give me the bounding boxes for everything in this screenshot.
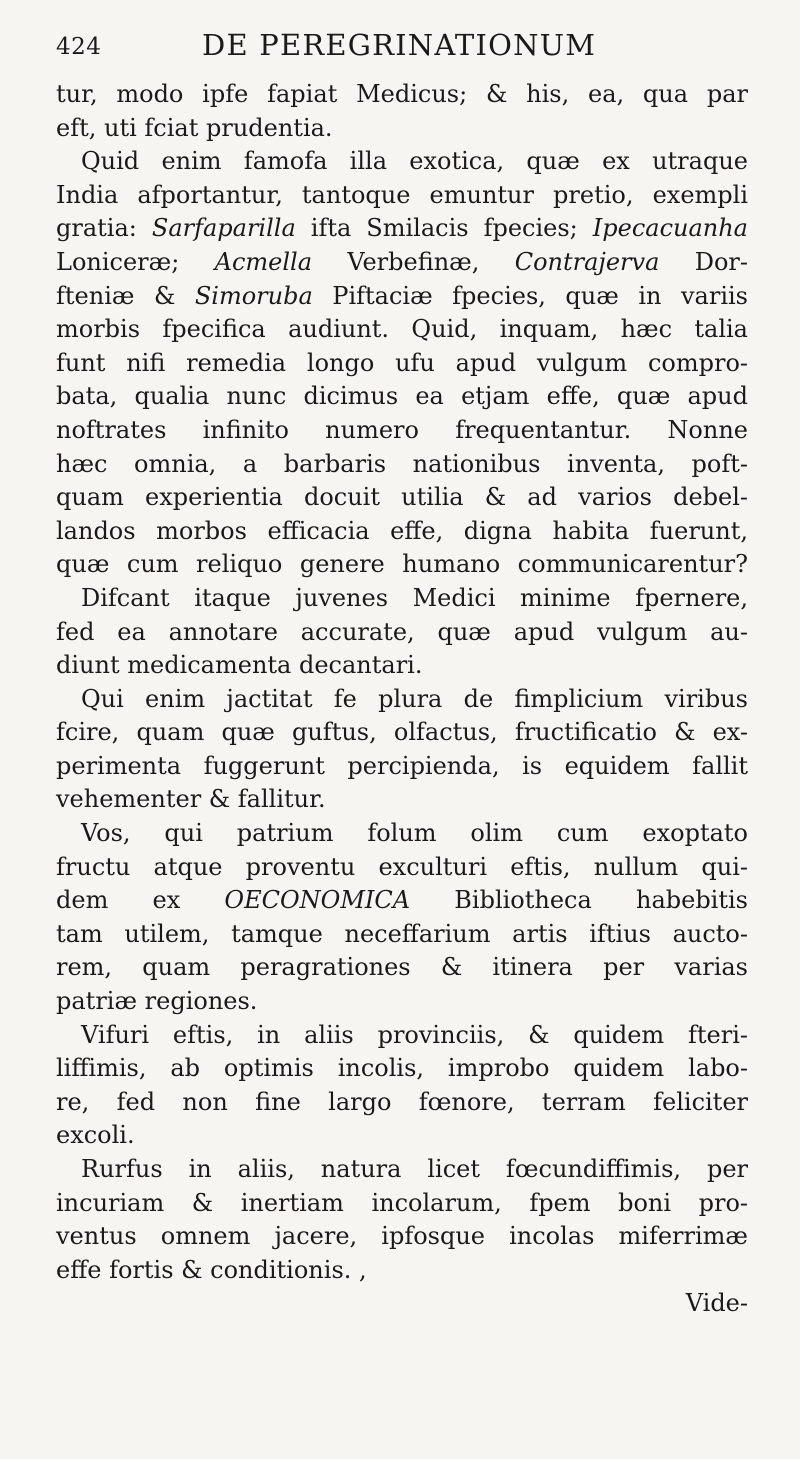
text-line: tam utilem, tamque neceffarium artis iftius aucto- bbox=[56, 919, 748, 948]
text-line bbox=[56, 280, 748, 314]
running-head: DE PEREGRINATIONUM bbox=[202, 28, 597, 62]
text-line: vehementer & fallitur. bbox=[56, 785, 326, 814]
text-line: landos morbos efficacia effe, digna habita fuerunt, bbox=[56, 516, 748, 545]
text-run: Loniceræ; bbox=[56, 247, 215, 276]
text-line: India afportantur, tantoque emuntur pretio, exempli bbox=[56, 180, 748, 209]
text-line: morbis fpecifica audiunt. Quid, inquam, hæc talia bbox=[56, 315, 748, 344]
text-line bbox=[56, 246, 748, 280]
text-line: fcire, quam quæ guftus, olfactus, fructificatio & ex- bbox=[56, 718, 748, 747]
paragraph-start-line: Qui enim jactitat fe plura de fimplicium viribus bbox=[81, 684, 748, 713]
paragraph-start-line: Rurfus in aliis, natura licet fœcundiffimis, per bbox=[81, 1155, 748, 1183]
text-line: funt nifi remedia longo ufu apud vulgum compro- bbox=[56, 348, 748, 377]
text-line: incuriam & inertiam incolarum, fpem boni pro- bbox=[56, 1188, 748, 1217]
text-line: patriæ regiones. bbox=[56, 987, 258, 1016]
text-line: quam experientia docuit utilia & ad varios debel- bbox=[56, 483, 748, 512]
text-run: Verbefinæ, bbox=[312, 247, 515, 276]
text-line: diunt medicamenta decantari. bbox=[56, 651, 423, 680]
paragraph-start-line: Difcant itaque juvenes Medici minime fpernere, bbox=[81, 583, 748, 612]
paragraph-start-line: Vos, qui patrium folum olim cum exoptato bbox=[81, 819, 748, 848]
text-line: fructu atque proventu exculturi eftis, nullum qui- bbox=[56, 852, 748, 881]
text-line bbox=[56, 884, 748, 918]
text-line: tur, modo ipfe fapiat Medicus; & his, ea, qua par bbox=[56, 80, 748, 108]
italic-plant-name: Acmella bbox=[214, 247, 313, 276]
text-line: liffimis, ab optimis incolis, improbo quidem labo- bbox=[56, 1054, 748, 1083]
text-run: Piftaciæ fpecies, quæ in variis bbox=[312, 281, 748, 310]
page-header bbox=[56, 28, 746, 68]
text-line: rem, quam peragrationes & itinera per varias bbox=[56, 953, 748, 982]
italic-title: OECONOMICA bbox=[224, 886, 411, 915]
text-line: noftrates infinito numero frequentantur. Nonne bbox=[56, 415, 748, 444]
text-run: Dor- bbox=[659, 247, 748, 276]
text-run: dem ex bbox=[56, 886, 225, 915]
italic-plant-name: Contrajerva bbox=[514, 247, 660, 276]
text-line: excoli. bbox=[56, 1121, 135, 1150]
text-line: effe fortis & conditionis. , bbox=[56, 1255, 367, 1284]
catchword: Vide- bbox=[685, 1289, 748, 1318]
italic-plant-name: Ipecacuanha bbox=[592, 214, 748, 243]
italic-plant-name: Simoruba bbox=[194, 281, 313, 310]
paragraph-start-line: Vifuri eftis, in aliis provinciis, & quidem fteri- bbox=[81, 1020, 748, 1049]
text-line: fed ea annotare accurate, quæ apud vulgum au- bbox=[56, 617, 748, 646]
text-run: ifta Smilacis fpecies; bbox=[295, 214, 593, 243]
text-line: bata, qualia nunc dicimus ea etjam effe, quæ apud bbox=[56, 382, 748, 411]
text-line: ventus omnem jacere, ipfosque incolas miferrimæ bbox=[56, 1222, 748, 1251]
text-line: re, fed non fine largo fœnore, terram feliciter bbox=[56, 1087, 748, 1116]
text-line bbox=[56, 212, 748, 246]
text-run: fteniæ & bbox=[56, 281, 195, 310]
text-line: eft, uti fciat prudentia. bbox=[56, 113, 333, 142]
text-line: perimenta fuggerunt percipienda, is equidem fallit bbox=[56, 751, 748, 780]
body-text bbox=[56, 78, 748, 1321]
text-line: quæ cum reliquo genere humano communicarentur? bbox=[56, 550, 748, 579]
text-run: gratia: bbox=[56, 214, 152, 243]
text-line: hæc omnia, a barbaris nationibus inventa, poft- bbox=[56, 449, 748, 478]
page-number: 424 bbox=[56, 34, 102, 60]
italic-plant-name: Sarfaparilla bbox=[151, 214, 296, 243]
paragraph-start-line: Quid enim famofa illa exotica, quæ ex utraque bbox=[81, 147, 748, 176]
text-run: Bibliotheca habebitis bbox=[410, 886, 748, 915]
